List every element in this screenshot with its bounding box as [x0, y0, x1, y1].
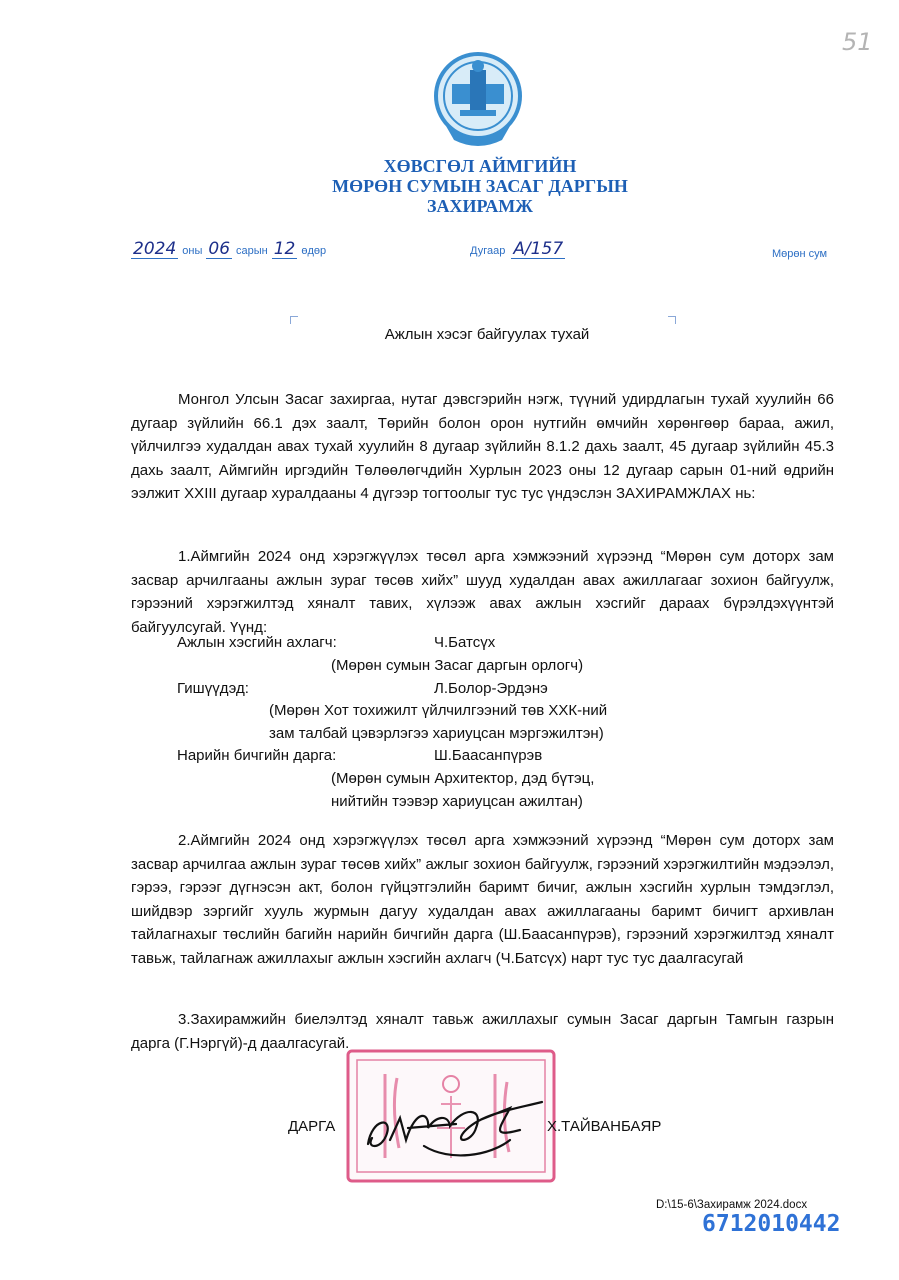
date-year-label: оны [182, 245, 203, 257]
intro-paragraph: Монгол Улсын Засаг захиргаа, нутаг дэвсгэрийн нэгж, түүний удирдлагын тухай хуулийн 66 дугаар зүйлийн 66.1 дэх заалт, Төрийн болон орон нутгийн өмчийн хөрөнгөөр бараа, ажил, үйлчилгээ худалдан авах тухай хуулийн 8 дугаар зүйлийн 8.1.2 дахь заалт, 45 дугаар зүйлийн 45.3 дахь заалт, Аймгийн иргэдийн Төлөөлөгчдийн Хурлын 2023 оны 12 дугаар сарын 01-ний өдрийн ээлжит XXIII дугаар хуралдааны 4 дүгээр тогтоолыг тус тус үндэслэн ЗАХИРАМЖЛАХ нь: [131, 391, 834, 502]
handwritten-signature [360, 1088, 550, 1164]
date-year: 2024 [133, 239, 177, 259]
item-3-paragraph: 3.Захирамжийн биелэлтэд хяналт тавьж ажиллахыг сумын Засаг даргын Тамгын газрын дарга (Г.Нэргүй)-д даалгасугай. [131, 1011, 834, 1052]
signatory-role: ДАРГА [288, 1118, 336, 1135]
secretary-name: Ш.Баасанпүрэв [434, 747, 543, 764]
header-line-sum: МӨРӨН СУМЫН ЗАСАГ ДАРГЫН [332, 176, 628, 196]
signatory-name: Х.ТАЙВАНБАЯР [547, 1118, 662, 1135]
item-1-paragraph: 1.Аймгийн 2024 онд хэрэгжүүлэх төсөл арга хэмжээний хүрээнд “Мөрөн сум доторх зам засвар арчилгааны ажлын зураг төсөв хийх” шууд худалдан авах ажиллагааг зохион байгуулж, гэрээний хэрэгжилтэд хяналт тавих, хүлээж авах ажлын хэсгийг дараах бүрэлдэхүүнтэй байгуулсугай. Үүнд: [131, 548, 834, 636]
secretary-role: Нарийн бичгийн дарга: [177, 747, 337, 764]
member-position-line-2: зам талбай цэвэрлэгээ хариуцсан мэргэжилтэн) [269, 725, 604, 742]
header-line-aimag: ХӨВСГӨЛ АЙМГИЙН [383, 156, 577, 176]
header-line-title: ЗАХИРАМЖ [427, 196, 533, 216]
page-mark: 51 [842, 28, 873, 56]
date-month: 06 [208, 239, 231, 259]
chair-position: (Мөрөн сумын Засаг даргын орлогч) [331, 657, 584, 674]
file-path: D:\15-6\Захирамж 2024.docx [656, 1199, 808, 1211]
secretary-position-line-2: нийтийн тээвэр хариуцсан ажилтан) [331, 793, 583, 810]
member-name: Л.Болор-Эрдэнэ [434, 680, 548, 697]
registration-number: 6712010442 [702, 1211, 841, 1237]
document-subject: Ажлын хэсэг байгуулах тухай [384, 326, 590, 343]
date-day-label: өдөр [301, 245, 327, 257]
number-label: Дугаар [470, 245, 506, 257]
date-day: 12 [273, 239, 296, 259]
document-date [131, 240, 330, 270]
document-number [470, 240, 565, 270]
secretary-position-line-1: (Мөрөн сумын Архитектор, дэд бүтэц, [331, 770, 595, 787]
soyombo-emblem-icon [432, 44, 524, 152]
document-place: Мөрөн сум [772, 248, 828, 260]
number-value: А/157 [513, 239, 564, 259]
chair-name: Ч.Батсүх [434, 634, 496, 651]
item-2-paragraph: 2.Аймгийн 2024 онд хэрэгжүүлэх төсөл арга хэмжээний хүрээнд “Мөрөн сум доторх зам засвар арчилгаа ажлын зураг төсөв хийх” ажлыг зохион байгуулж, гэрээний хэрэгжилтийн мэдээлэл, гэрээ, гэрээг дүгнэсэн акт, болон гүйцэтгэлийн баримт бичиг, ажлын хэсгийн хурлын тэмдэглэл, шийдвэр зэргийг хууль журмын дагуу худалдан авах ажиллагааны баримт бичигт архивлан тайлагнахыг төслийн багийн нарийн бичгийн дарга (Ш.Баасанпүрэв), гэрээний хэрэгжилтэд хяналт тавьж, тайлагнаж ажиллахыг ажлын хэсгийн ахлагч (Ч.Батсүх) нарт тус тус даалгасугай [131, 832, 834, 967]
subject-corner-right [668, 316, 676, 324]
document-header [280, 156, 680, 216]
member-position-line-1: (Мөрөн Хот тохижилт үйлчилгээний төв ХХК-ний [269, 702, 608, 719]
subject-corner-left [290, 316, 298, 324]
members-role: Гишүүдэд: [177, 680, 249, 697]
date-month-label: сарын [236, 245, 268, 257]
chair-role: Ажлын хэсгийн ахлагч: [177, 634, 337, 651]
